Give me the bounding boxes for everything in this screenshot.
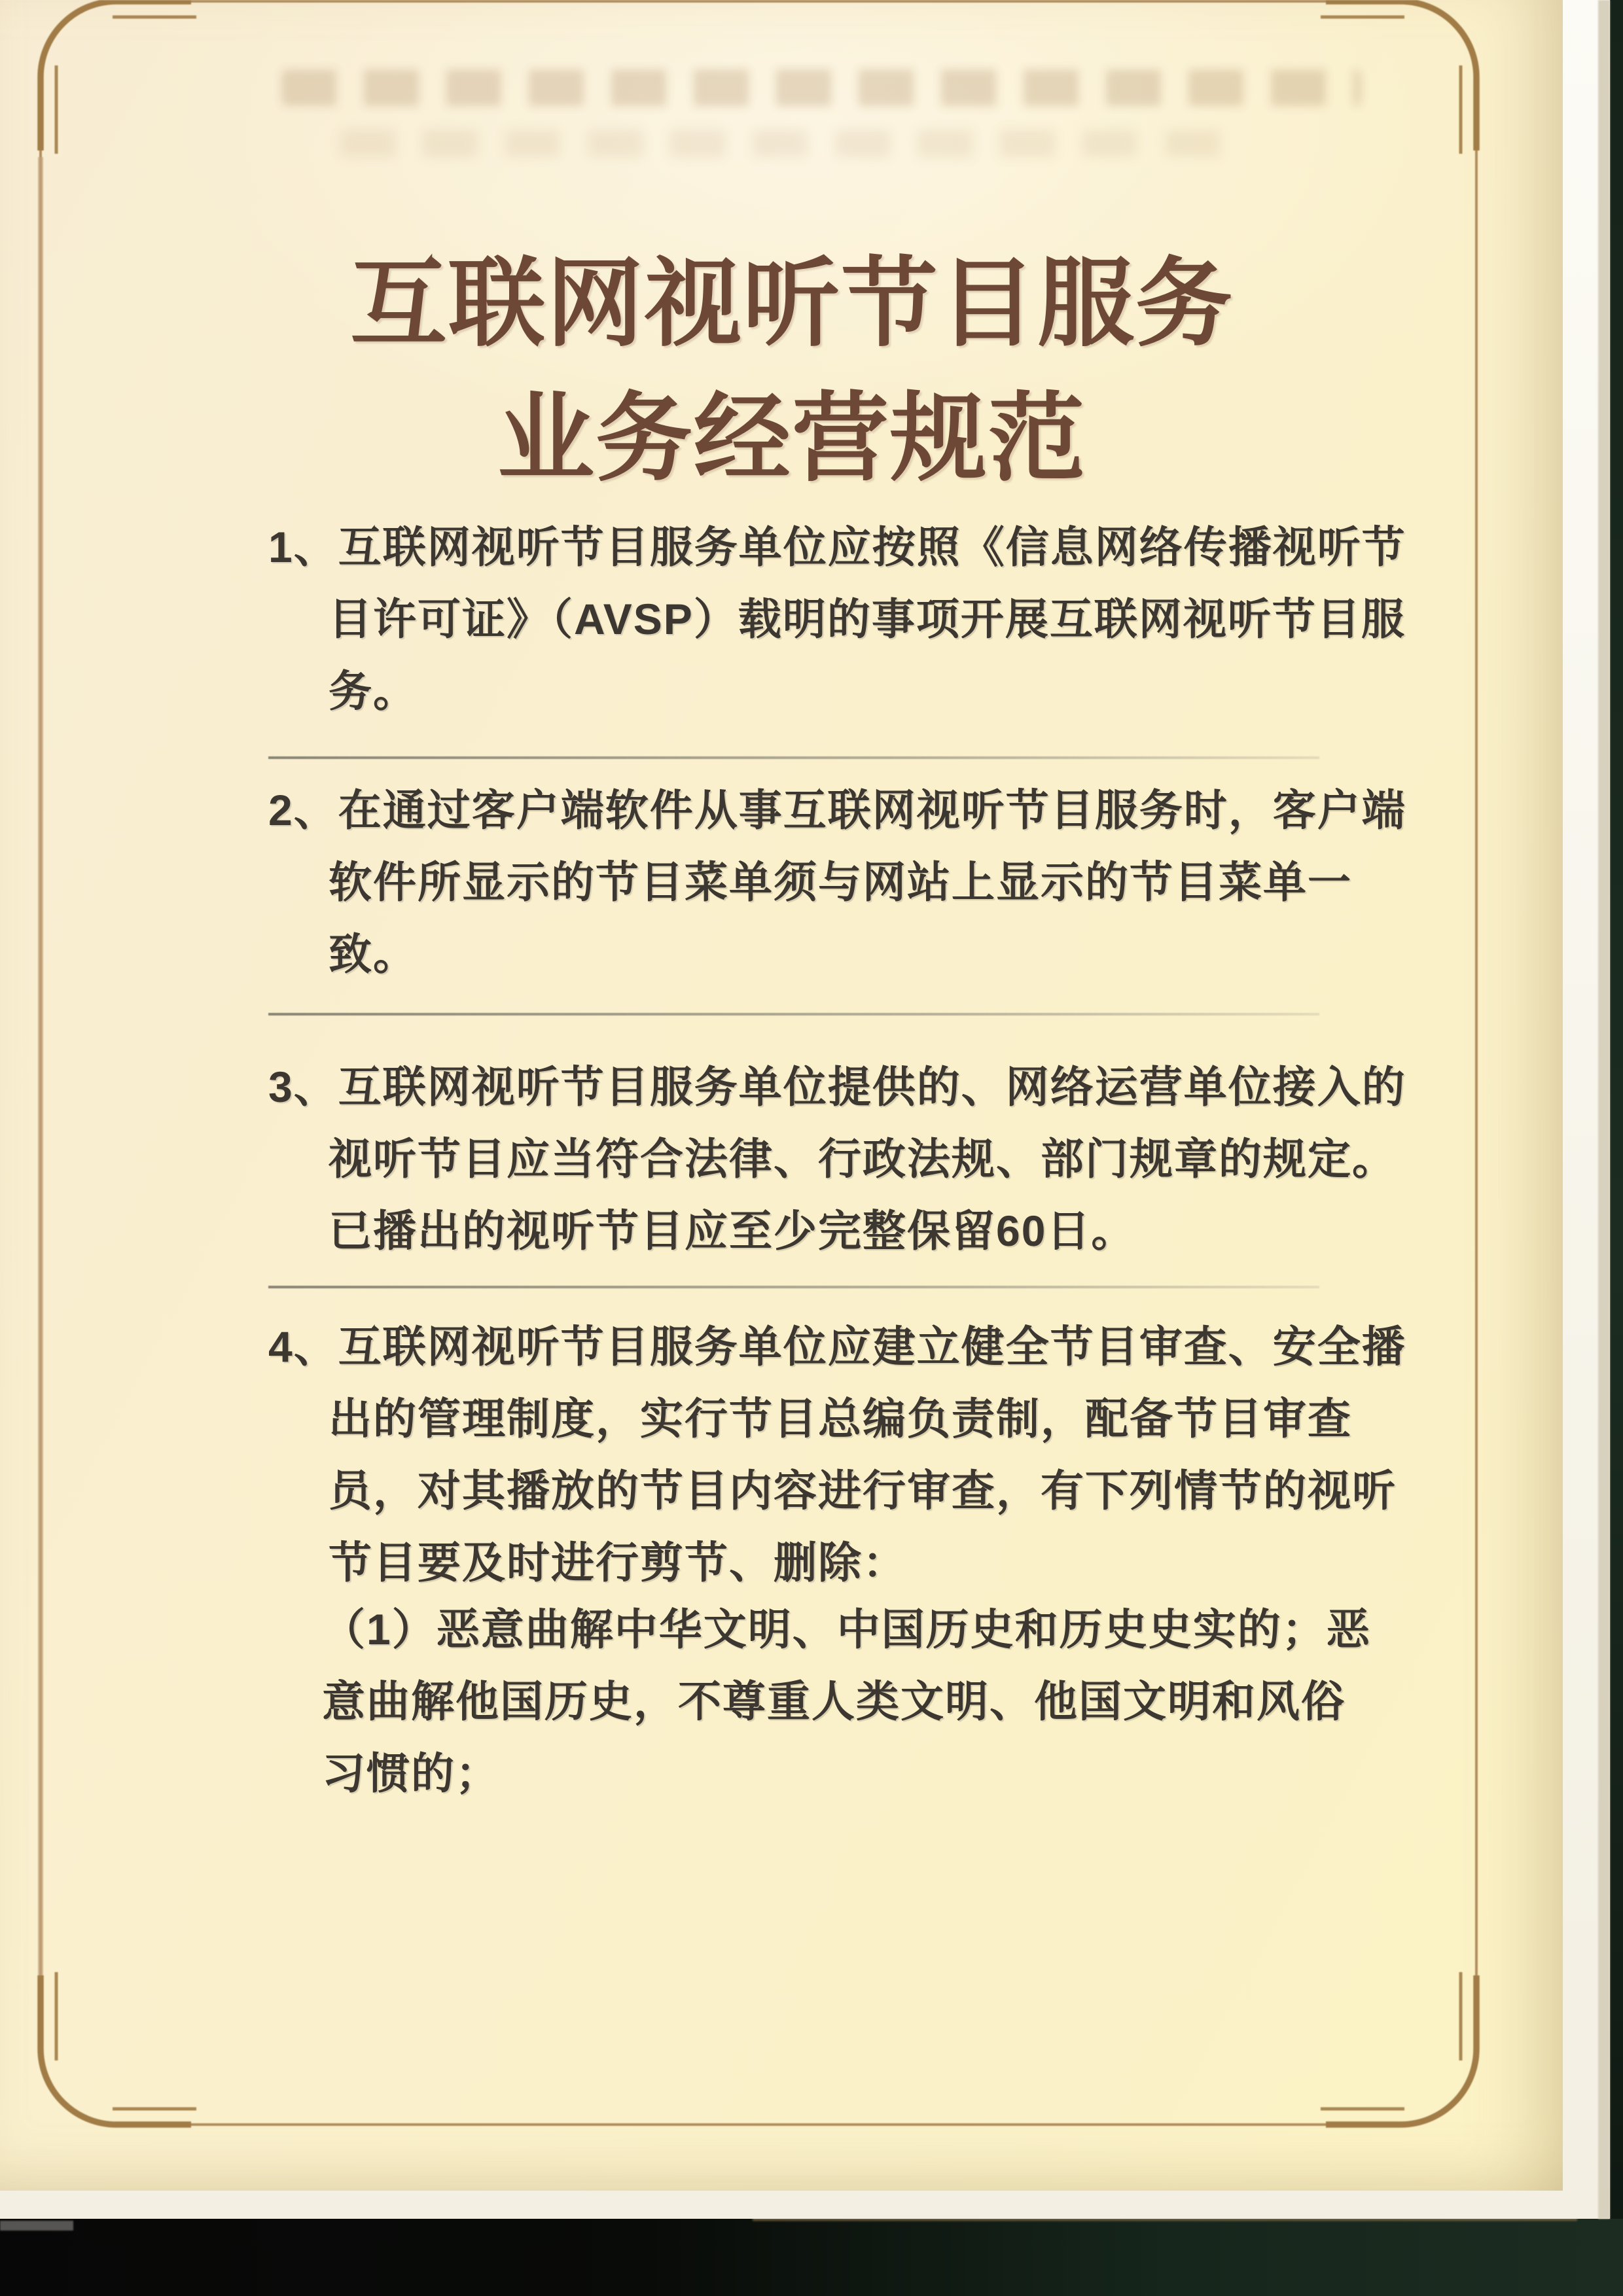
list-item <box>268 1311 1436 1598</box>
item-number: 1、 <box>268 523 338 571</box>
item-text: 在通过客户端软件从事互联网视听节目服务时，客户端软件所显示的节目菜单须与网站上显示的节目菜单一致。 <box>329 786 1406 978</box>
item-text: 互联网视听节目服务单位提供的、网络运营单位接入的视听节目应当符合法律、行政法规、部门规章的规定。已播出的视听节目应至少完整保留60日。 <box>329 1063 1406 1255</box>
list-item <box>268 1051 1436 1267</box>
item-text: 互联网视听节目服务单位应建立健全节目审查、安全播出的管理制度，实行节目总编负责制，配备节目审查员，对其播放的节目内容进行审查，有下列情节的视听节目要及时进行剪节、删除： <box>329 1322 1406 1587</box>
title-line-2: 业务经营规范 <box>497 385 1086 493</box>
item-number: 2、 <box>268 786 338 834</box>
list-item <box>268 511 1436 727</box>
item-number: 3、 <box>268 1063 338 1111</box>
bleed-through-text <box>340 130 1243 157</box>
page-title <box>26 237 1558 506</box>
divider <box>268 1013 1319 1016</box>
scanner-artifact <box>0 2221 73 2231</box>
page-edge <box>1598 0 1610 2219</box>
title-line-1: 互联网视听节目服务 <box>350 250 1234 358</box>
item-text: 互联网视听节目服务单位应按照《信息网络传播视听节目许可证》（AVSP）载明的事项开展互联网视听节目服务。 <box>329 523 1406 715</box>
divider <box>268 756 1319 759</box>
sub-list-item <box>322 1593 1382 1809</box>
item-number: （1） <box>322 1605 437 1653</box>
list-item <box>268 774 1436 990</box>
bleed-through-text <box>281 69 1361 106</box>
scanner-background-bottom <box>0 2219 1623 2296</box>
divider <box>268 1286 1319 1288</box>
scanner-background-right <box>1610 0 1623 2296</box>
item-number: 4、 <box>268 1322 338 1371</box>
item-text: 恶意曲解中华文明、中国历史和历史史实的；恶意曲解他国历史，不尊重人类文明、他国文明和风俗习惯的； <box>322 1605 1371 1797</box>
